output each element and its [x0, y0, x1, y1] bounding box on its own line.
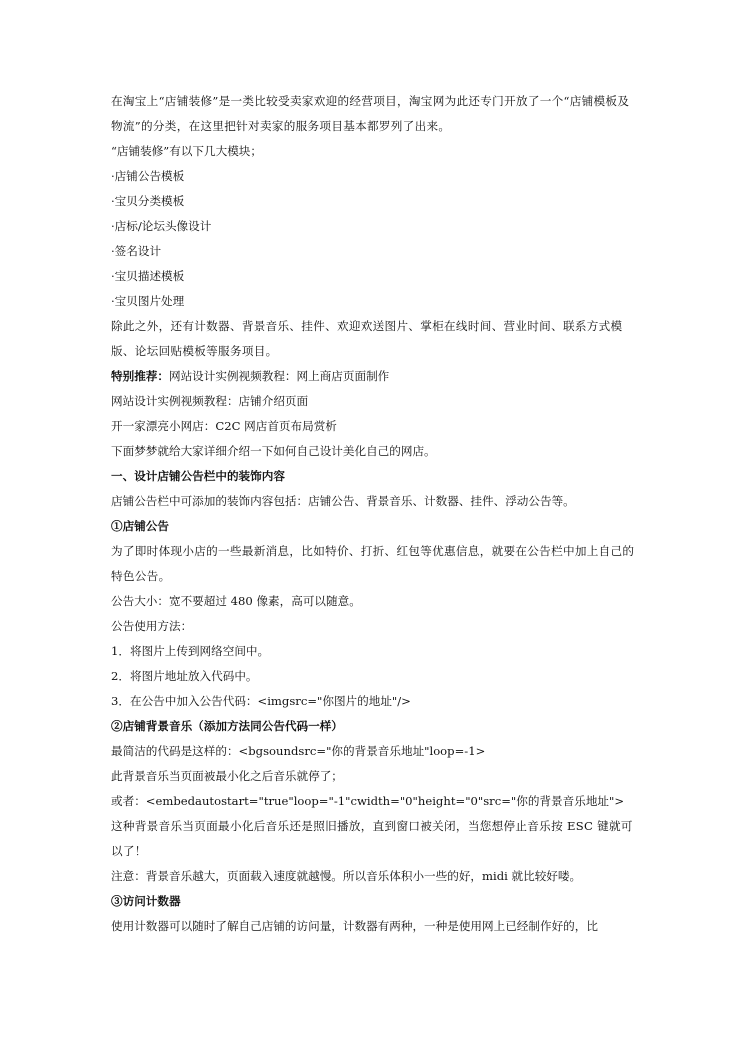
recommend-text: 网站设计实例视频教程：网上商店页面制作	[168, 369, 390, 383]
item1-method: 公告使用方法：	[111, 619, 193, 633]
section1-description: 店铺公告栏中可添加的装饰内容包括：店铺公告、背景音乐、计数器、挂件、浮动公告等。	[111, 494, 575, 508]
item1-heading: ①店铺公告	[111, 519, 169, 533]
module-item: ·店铺公告模板	[111, 169, 185, 183]
item2-note-1: 此背景音乐当页面被最小化之后音乐就停了；	[111, 769, 343, 783]
recommend-line	[111, 364, 637, 389]
lead-sentence: 下面梦梦就给大家详细介绍一下如何自己设计美化自己的网店。	[111, 444, 436, 458]
item2-note-3: 注意：背景音乐越大，页面载入速度就越慢。所以音乐体积小一些的好，midi 就比较好喽。	[111, 869, 582, 883]
item3-paragraph: 使用计数器可以随时了解自己店铺的访问量，计数器有两种，一种是使用网上已经制作好的，比	[111, 919, 598, 933]
section1-heading: 一、设计店铺公告栏中的装饰内容	[111, 469, 285, 483]
item3-heading: ③访问计数器	[111, 894, 181, 908]
item1-step: 1．将图片上传到网络空间中。	[111, 644, 270, 658]
item1-step: 3．在公告中加入公告代码：<imgsrc="你图片的地址"/>	[111, 694, 411, 708]
module-item: ·签名设计	[111, 244, 162, 258]
recommend-line-2: 网站设计实例视频教程：店铺介绍页面	[111, 394, 309, 408]
module-item: ·店标/论坛头像设计	[111, 219, 212, 233]
item1-step: 2．将图片地址放入代码中。	[111, 669, 258, 683]
modules-title: “店铺装修”有以下几大模块；	[111, 144, 262, 158]
item2-heading: ②店铺背景音乐（添加方法同公告代码一样）	[111, 719, 343, 733]
intro-paragraph: 在淘宝上“店铺装修”是一类比较受卖家欢迎的经营项目，淘宝网为此还专门开放了一个“店铺模板及物流”的分类，在这里把针对卖家的服务项目基本都罗列了出来。	[111, 94, 630, 133]
document-body	[111, 89, 637, 939]
item1-size: 公告大小：宽不要超过 480 像素，高可以随意。	[111, 594, 361, 608]
module-item: ·宝贝分类模板	[111, 194, 185, 208]
module-item: ·宝贝描述模板	[111, 269, 185, 283]
module-item: ·宝贝图片处理	[111, 294, 185, 308]
recommend-label: 特别推荐：	[111, 369, 169, 383]
item2-code-1: 最简洁的代码是这样的：<bgsoundsrc="你的背景音乐地址"loop=-1>	[111, 744, 486, 758]
recommend-line-3: 开一家漂亮小网店：C2C 网店首页布局赏析	[111, 419, 337, 433]
item1-paragraph: 为了即时体现小店的一些最新消息，比如特价、打折、红包等优惠信息，就要在公告栏中加上自己的特色公告。	[111, 544, 635, 583]
item2-note-2: 这种背景音乐当页面最小化后音乐还是照旧播放，直到窗口被关闭，当您想停止音乐按 ESC 键就可以了！	[111, 819, 633, 858]
item2-code-2: 或者：<embedautostart="true"loop="-1"cwidth="0"height="0"src="你的背景音乐地址">	[111, 794, 625, 808]
extra-services-paragraph: 除此之外，还有计数器、背景音乐、挂件、欢迎欢送图片、掌柜在线时间、营业时间、联系方式模版、论坛回贴模板等服务项目。	[111, 319, 623, 358]
